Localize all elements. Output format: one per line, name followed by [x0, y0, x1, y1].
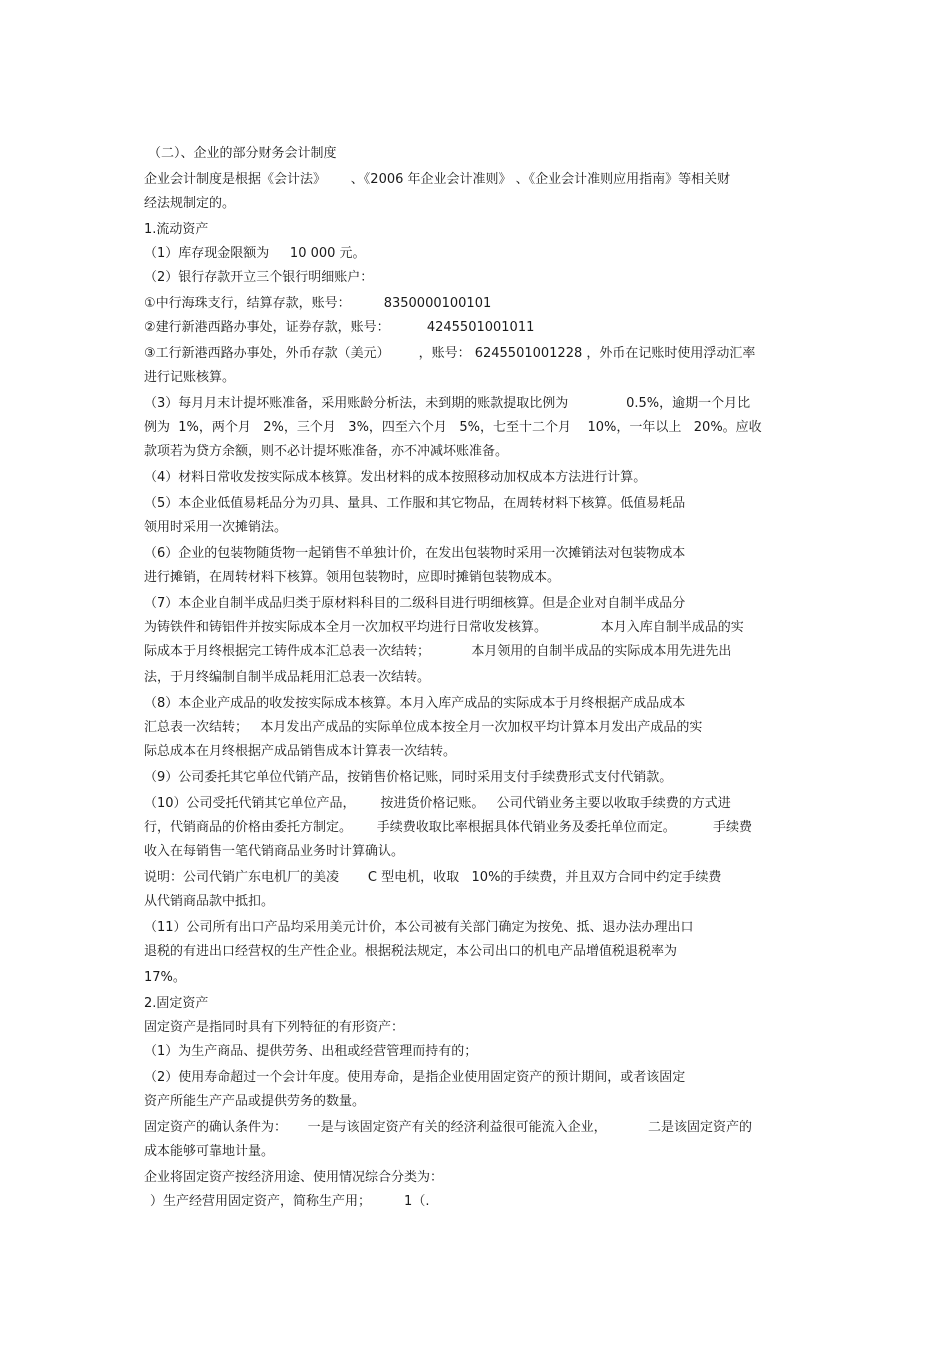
paragraph-line: （1）为生产商品、提供劳务、出租或经营管理而持有的；	[144, 1044, 478, 1059]
paragraph-line: （4）材料日常收发按实际成本核算。发出材料的成本按照移动加权成本方法进行计算。	[144, 470, 647, 485]
paragraph-line: 法，于月终编制自制半成品耗用汇总表一次结转。	[144, 670, 431, 685]
paragraph-line: 汇总表一次结转； 本月发出产成品的实际单位成本按全月一次加权平均计算本月发出产成品的实	[144, 720, 703, 735]
paragraph-line: ②建行新港西路办事处，证券存款，账号： 4245501001011	[144, 320, 535, 335]
paragraph-line: 企业将固定资产按经济用途、使用情况综合分类为：	[144, 1170, 444, 1185]
paragraph-line: （11）公司所有出口产品均采用美元计价，本公司被有关部门确定为按免、抵、退办法办理出口	[144, 920, 694, 935]
paragraph-line: 际成本于月终根据完工铸件成本汇总表一次结转； 本月领用的自制半成品的实际成本用先进先出	[144, 644, 732, 659]
paragraph-line: 经法规制定的。	[144, 196, 236, 211]
paragraph-line: （6）企业的包装物随货物一起销售不单独计价，在发出包装物时采用一次摊销法对包装物成本	[144, 546, 686, 561]
paragraph-line: 领用时采用一次摊销法。	[144, 520, 288, 535]
paragraph-line: 进行摊销，在周转材料下核算。领用包装物时，应即时摊销包装物成本。	[144, 570, 561, 585]
paragraph-line: ）生产经营用固定资产，简称生产用； 1（.	[150, 1194, 430, 1209]
paragraph-line: 企业会计制度是根据《会计法》 、《2006 年企业会计准则》 、《企业会计准则应用指南》等相关财	[144, 172, 731, 187]
subsection-heading: 2.固定资产	[144, 996, 209, 1011]
paragraph-line: （9）公司委托其它单位代销产品，按销售价格记账，同时采用支付手续费形式支付代销款。	[144, 770, 673, 785]
paragraph-line: （2）使用寿命超过一个会计年度。使用寿命，是指企业使用固定资产的预计期间，或者该固定	[144, 1070, 686, 1085]
paragraph-line: 行，代销商品的价格由委托方制定。 手续费收取比率根据具体代销业务及委托单位而定。 手续费	[144, 820, 752, 835]
paragraph-line: 款项若为贷方余额，则不必计提坏账准备，亦不冲减坏账准备。	[144, 444, 509, 459]
paragraph-line: 为铸铁件和铸铝件并按实际成本全月一次加权平均进行日常收发核算。 本月入库自制半成品的实	[144, 620, 744, 635]
paragraph-line: 从代销商品款中抵扣。	[144, 894, 275, 909]
paragraph-line: （7）本企业自制半成品归类于原材料科目的二级科目进行明细核算。但是企业对自制半成品分	[144, 596, 686, 611]
paragraph-line: 际总成本在月终根据产成品销售成本计算表一次结转。	[144, 744, 457, 759]
paragraph-line: 固定资产的确认条件为： 一是与该固定资产有关的经济利益很可能流入企业， 二是该固定资产的	[144, 1120, 752, 1135]
subsection-heading: 1.流动资产	[144, 222, 209, 237]
paragraph-line: 固定资产是指同时具有下列特征的有形资产：	[144, 1020, 405, 1035]
paragraph-line: 收入在每销售一笔代销商品业务时计算确认。	[144, 844, 405, 859]
paragraph-line: （2）银行存款开立三个银行明细账户：	[144, 270, 374, 285]
paragraph-line: （1）库存现金限额为 10 000 元。	[144, 246, 366, 261]
paragraph-line: 成本能够可靠地计量。	[144, 1144, 275, 1159]
paragraph-line: （5）本企业低值易耗品分为刃具、量具、工作服和其它物品，在周转材料下核算。低值易耗品	[144, 496, 686, 511]
paragraph-line: 17%。	[144, 970, 186, 985]
paragraph-line: 资产所能生产产品或提供劳务的数量。	[144, 1094, 366, 1109]
paragraph-line: 例为 1%，两个月 2%，三个月 3%，四至六个月 5%，七至十二个月 10%，一年以上 20%。应收	[144, 420, 762, 435]
paragraph-line: 进行记账核算。	[144, 370, 236, 385]
paragraph-line: （10）公司受托代销其它单位产品， 按进货价格记账。 公司代销业务主要以收取手续费的方式进	[144, 796, 731, 811]
paragraph-line: （3）每月月末计提坏账准备，采用账龄分析法，未到期的账款提取比例为 0.5%，逾期一个月比	[144, 396, 751, 411]
section-heading: （二）、企业的部分财务会计制度	[148, 146, 337, 161]
paragraph-line: 说明：公司代销广东电机厂的美凌 C 型电机，收取 10%的手续费，并且双方合同中约定手续费	[144, 870, 722, 885]
paragraph-line: （8）本企业产成品的收发按实际成本核算。本月入库产成品的实际成本于月终根据产成品成本	[144, 696, 686, 711]
paragraph-line: ③工行新港西路办事处，外币存款（美元） ，账号： 6245501001228 ，外币在记账时使用浮动汇率	[144, 346, 756, 361]
paragraph-line: 退税的有进出口经营权的生产性企业。根据税法规定，本公司出口的机电产品增值税退税率为	[144, 944, 678, 959]
paragraph-line: ①中行海珠支行，结算存款，账号： 8350000100101	[144, 296, 492, 311]
